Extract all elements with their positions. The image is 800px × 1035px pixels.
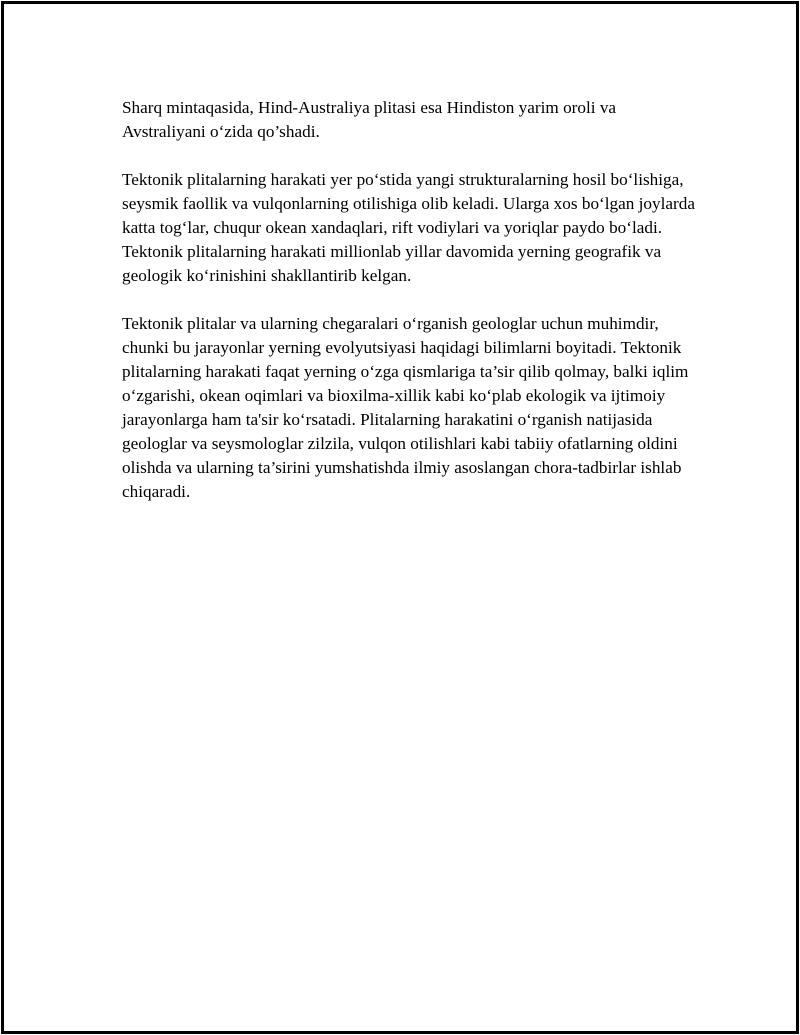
page-border	[1, 1, 799, 1034]
document-body	[122, 96, 702, 528]
paragraph-3: Tektonik plitalar va ularning chegaralari o‘rganish geologlar uchun muhimdir, chunki bu jarayonlar yerning evolyutsiyasi haqidagi bilimlarni boyitadi. Tektonik plitalarning harakati faqat yerning o‘zga qismlariga ta’sir qilib qolmay, balki iqlim o‘zgarishi, okean oqimlari va bioxilma-xillik kabi ko‘plab ekologik va ijtimoiy jarayonlarga ham ta'sir ko‘rsatadi. Plitalarning harakatini o‘rganish natijasida geologlar va seysmologlar zilzila, vulqon otilishlari kabi tabiiy ofatlarning oldini olishda va ularning ta’sirini yumshatishda ilmiy asoslangan chora-tadbirlar ishlab chiqaradi.	[122, 314, 689, 501]
paragraph-2: Tektonik plitalarning harakati yer po‘stida yangi strukturalarning hosil bo‘lishiga, seysmik faollik va vulqonlarning otilishiga olib keladi. Ularga xos bo‘lgan joylarda katta tog‘lar, chuqur okean xandaqlari, rift vodiylari va yoriqlar paydo bo‘ladi. Tektonik plitalarning harakati millionlab yillar davomida yerning geografik va geologik ko‘rinishini shakllantirib kelgan.	[122, 170, 695, 285]
paragraph-1: Sharq mintaqasida, Hind-Australiya plitasi esa Hindiston yarim oroli va Avstraliyani o‘zida qo’shadi.	[122, 98, 617, 141]
